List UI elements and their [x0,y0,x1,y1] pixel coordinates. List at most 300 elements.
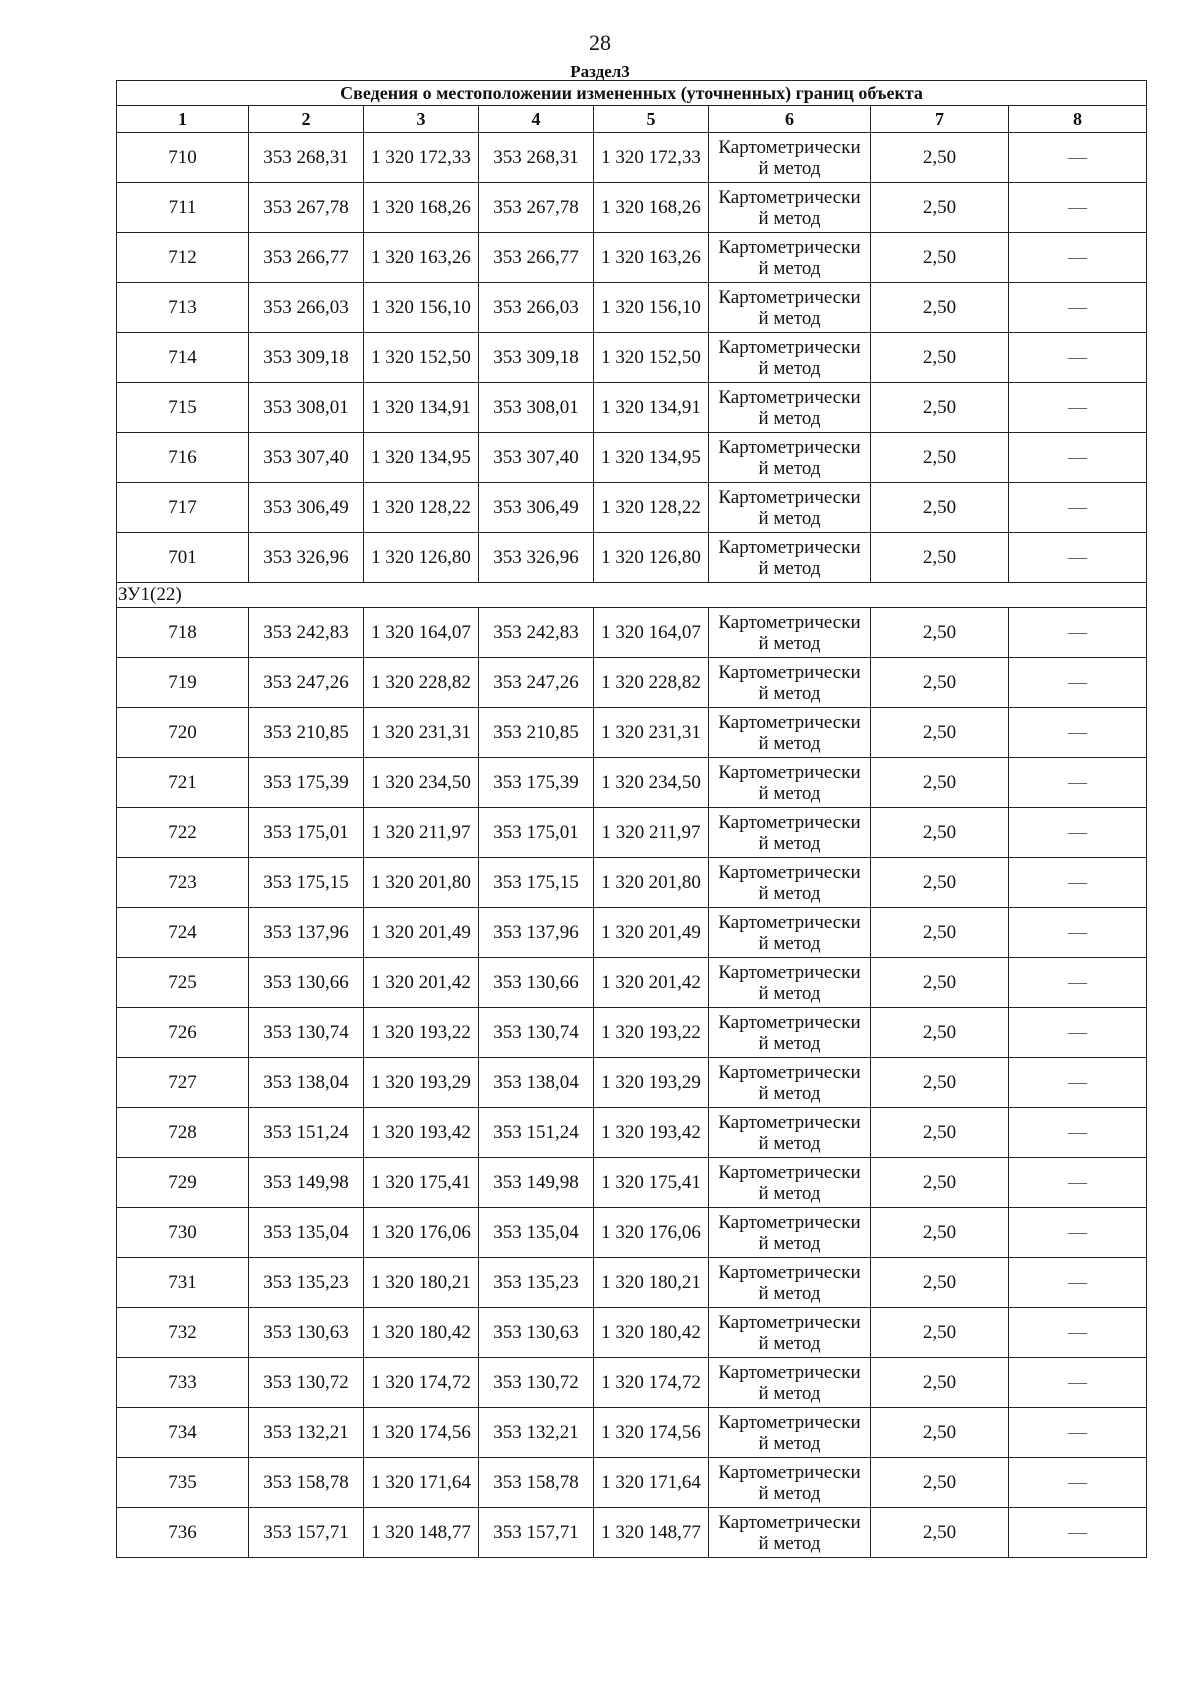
table-row [117,758,1147,808]
x-refined-cell: 353 151,24 [479,1108,594,1158]
y-existing-cell: 1 320 234,50 [364,758,479,808]
method-text-line2: й метод [758,1182,821,1204]
table-row [117,908,1147,958]
accuracy-cell: 2,50 [871,958,1009,1008]
column-number-header: 2 [249,106,364,133]
method-text-line1: Картометрически [718,236,861,258]
table-row [117,1358,1147,1408]
table-caption: Сведения о местоположении измененных (уточненных) границ объекта [117,81,1147,106]
x-existing-cell: 353 137,96 [249,908,364,958]
column-number-header: 4 [479,106,594,133]
x-refined-cell: 353 268,31 [479,133,594,183]
x-existing-cell: 353 308,01 [249,383,364,433]
accuracy-cell: 2,50 [871,608,1009,658]
point-number-cell: 732 [117,1308,249,1358]
x-existing-cell: 353 175,39 [249,758,364,808]
accuracy-cell: 2,50 [871,1258,1009,1308]
accuracy-cell: 2,50 [871,658,1009,708]
table-row [117,1108,1147,1158]
description-cell: — [1009,1308,1147,1358]
point-number-cell: 723 [117,858,249,908]
description-cell: — [1009,333,1147,383]
point-number-cell: 735 [117,1458,249,1508]
point-number-cell: 733 [117,1358,249,1408]
accuracy-cell: 2,50 [871,483,1009,533]
description-cell: — [1009,708,1147,758]
accuracy-cell: 2,50 [871,233,1009,283]
method-cell [709,133,871,183]
x-refined-cell: 353 149,98 [479,1158,594,1208]
y-refined-cell: 1 320 174,72 [594,1358,709,1408]
accuracy-cell: 2,50 [871,1308,1009,1358]
y-refined-cell: 1 320 172,33 [594,133,709,183]
x-refined-cell: 353 210,85 [479,708,594,758]
column-number-header: 3 [364,106,479,133]
point-number-cell: 716 [117,433,249,483]
x-refined-cell: 353 157,71 [479,1508,594,1558]
description-cell: — [1009,383,1147,433]
table-row [117,708,1147,758]
x-refined-cell: 353 130,66 [479,958,594,1008]
point-number-cell: 711 [117,183,249,233]
method-cell [709,1408,871,1458]
method-cell [709,1458,871,1508]
method-text-line1: Картометрически [718,1211,861,1233]
method-cell [709,1358,871,1408]
description-cell: — [1009,1208,1147,1258]
accuracy-cell: 2,50 [871,1408,1009,1458]
table-row [117,808,1147,858]
method-text-line1: Картометрически [718,1111,861,1133]
x-existing-cell: 353 326,96 [249,533,364,583]
table-row [117,1208,1147,1258]
point-number-cell: 724 [117,908,249,958]
y-refined-cell: 1 320 152,50 [594,333,709,383]
method-text-line2: й метод [758,357,821,379]
method-text-line2: й метод [758,207,821,229]
x-refined-cell: 353 247,26 [479,658,594,708]
method-text-line2: й метод [758,457,821,479]
method-text-line1: Картометрически [718,911,861,933]
y-existing-cell: 1 320 180,42 [364,1308,479,1358]
column-number-header: 5 [594,106,709,133]
method-text-line1: Картометрически [718,1411,861,1433]
method-text-line2: й метод [758,982,821,1004]
x-refined-cell: 353 175,15 [479,858,594,908]
description-cell: — [1009,908,1147,958]
x-existing-cell: 353 138,04 [249,1058,364,1108]
x-refined-cell: 353 308,01 [479,383,594,433]
method-cell [709,858,871,908]
x-existing-cell: 353 210,85 [249,708,364,758]
description-cell: — [1009,808,1147,858]
method-cell [709,1308,871,1358]
x-refined-cell: 353 306,49 [479,483,594,533]
point-number-cell: 714 [117,333,249,383]
method-cell [709,383,871,433]
method-text-line1: Картометрически [718,536,861,558]
y-refined-cell: 1 320 128,22 [594,483,709,533]
accuracy-cell: 2,50 [871,183,1009,233]
y-existing-cell: 1 320 201,80 [364,858,479,908]
x-refined-cell: 353 135,04 [479,1208,594,1258]
accuracy-cell: 2,50 [871,283,1009,333]
y-existing-cell: 1 320 175,41 [364,1158,479,1208]
method-text-line1: Картометрически [718,436,861,458]
method-text-line2: й метод [758,1382,821,1404]
accuracy-cell: 2,50 [871,383,1009,433]
y-refined-cell: 1 320 163,26 [594,233,709,283]
x-existing-cell: 353 307,40 [249,433,364,483]
point-number-cell: 713 [117,283,249,333]
method-cell [709,758,871,808]
description-cell: — [1009,433,1147,483]
y-refined-cell: 1 320 171,64 [594,1458,709,1508]
y-existing-cell: 1 320 201,42 [364,958,479,1008]
x-existing-cell: 353 130,66 [249,958,364,1008]
table-row [117,858,1147,908]
method-text-line2: й метод [758,882,821,904]
y-refined-cell: 1 320 193,42 [594,1108,709,1158]
description-cell: — [1009,1158,1147,1208]
description-cell: — [1009,1358,1147,1408]
method-text-line1: Картометрически [718,861,861,883]
accuracy-cell: 2,50 [871,1108,1009,1158]
page-number: 28 [589,30,611,55]
y-existing-cell: 1 320 211,97 [364,808,479,858]
point-number-cell: 721 [117,758,249,808]
method-cell [709,1108,871,1158]
method-text-line1: Картометрически [718,611,861,633]
method-text-line2: й метод [758,632,821,654]
description-cell: — [1009,1058,1147,1108]
point-number-cell: 728 [117,1108,249,1158]
y-refined-cell: 1 320 231,31 [594,708,709,758]
x-existing-cell: 353 175,01 [249,808,364,858]
y-existing-cell: 1 320 231,31 [364,708,479,758]
accuracy-cell: 2,50 [871,333,1009,383]
point-number-cell: 727 [117,1058,249,1108]
y-existing-cell: 1 320 128,22 [364,483,479,533]
table-row [117,1158,1147,1208]
x-existing-cell: 353 149,98 [249,1158,364,1208]
y-refined-cell: 1 320 134,95 [594,433,709,483]
method-text-line1: Картометрически [718,761,861,783]
table-row [117,608,1147,658]
y-refined-cell: 1 320 234,50 [594,758,709,808]
method-text-line1: Картометрически [718,1011,861,1033]
accuracy-cell: 2,50 [871,533,1009,583]
x-existing-cell: 353 306,49 [249,483,364,533]
y-refined-cell: 1 320 201,49 [594,908,709,958]
method-text-line2: й метод [758,832,821,854]
method-text-line2: й метод [758,782,821,804]
y-existing-cell: 1 320 163,26 [364,233,479,283]
method-text-line2: й метод [758,1282,821,1304]
y-existing-cell: 1 320 164,07 [364,608,479,658]
section-title: Раздел3 [570,62,630,81]
y-refined-cell: 1 320 180,42 [594,1308,709,1358]
accuracy-cell: 2,50 [871,433,1009,483]
method-text-line2: й метод [758,1532,821,1554]
y-existing-cell: 1 320 193,42 [364,1108,479,1158]
y-refined-cell: 1 320 180,21 [594,1258,709,1308]
table-row [117,233,1147,283]
description-cell: — [1009,1258,1147,1308]
x-existing-cell: 353 130,72 [249,1358,364,1408]
method-cell [709,283,871,333]
method-text-line2: й метод [758,157,821,179]
method-text-line1: Картометрически [718,711,861,733]
x-existing-cell: 353 130,63 [249,1308,364,1358]
y-refined-cell: 1 320 156,10 [594,283,709,333]
method-cell [709,183,871,233]
method-cell [709,1208,871,1258]
method-text-line1: Картометрически [718,286,861,308]
y-refined-cell: 1 320 211,97 [594,808,709,858]
x-refined-cell: 353 326,96 [479,533,594,583]
method-text-line1: Картометрически [718,961,861,983]
x-existing-cell: 353 158,78 [249,1458,364,1508]
x-refined-cell: 353 132,21 [479,1408,594,1458]
method-text-line1: Картометрически [718,661,861,683]
point-number-cell: 731 [117,1258,249,1308]
description-cell: — [1009,658,1147,708]
x-existing-cell: 353 135,23 [249,1258,364,1308]
x-refined-cell: 353 138,04 [479,1058,594,1108]
point-number-cell: 712 [117,233,249,283]
y-existing-cell: 1 320 193,22 [364,1008,479,1058]
accuracy-cell: 2,50 [871,1058,1009,1108]
x-refined-cell: 353 130,72 [479,1358,594,1408]
x-refined-cell: 353 137,96 [479,908,594,958]
y-existing-cell: 1 320 168,26 [364,183,479,233]
accuracy-cell: 2,50 [871,908,1009,958]
accuracy-cell: 2,50 [871,1458,1009,1508]
x-existing-cell: 353 267,78 [249,183,364,233]
method-text-line2: й метод [758,1132,821,1154]
description-cell: — [1009,858,1147,908]
method-text-line2: й метод [758,732,821,754]
y-existing-cell: 1 320 201,49 [364,908,479,958]
table-row [117,1058,1147,1108]
method-cell [709,708,871,758]
method-text-line1: Картометрически [718,336,861,358]
table-caption-row [117,81,1147,106]
table-row [117,1458,1147,1508]
table-row [117,433,1147,483]
x-refined-cell: 353 135,23 [479,1258,594,1308]
y-existing-cell: 1 320 148,77 [364,1508,479,1558]
point-number-cell: 722 [117,808,249,858]
table-row [117,383,1147,433]
x-refined-cell: 353 242,83 [479,608,594,658]
x-existing-cell: 353 175,15 [249,858,364,908]
method-text-line1: Картометрически [718,136,861,158]
point-number-cell: 736 [117,1508,249,1558]
method-text-line2: й метод [758,1082,821,1104]
x-refined-cell: 353 175,39 [479,758,594,808]
description-cell: — [1009,183,1147,233]
y-existing-cell: 1 320 134,91 [364,383,479,433]
method-text-line2: й метод [758,1232,821,1254]
y-existing-cell: 1 320 193,29 [364,1058,479,1108]
column-number-header: 8 [1009,106,1147,133]
method-cell [709,233,871,283]
group-label: ЗУ1(22) [117,583,1147,608]
accuracy-cell: 2,50 [871,1208,1009,1258]
method-cell [709,1258,871,1308]
point-number-cell: 726 [117,1008,249,1058]
point-number-cell: 734 [117,1408,249,1458]
y-existing-cell: 1 320 171,64 [364,1458,479,1508]
description-cell: — [1009,758,1147,808]
method-text-line1: Картометрически [718,1061,861,1083]
x-existing-cell: 353 135,04 [249,1208,364,1258]
accuracy-cell: 2,50 [871,1008,1009,1058]
point-number-cell: 730 [117,1208,249,1258]
method-text-line2: й метод [758,682,821,704]
y-refined-cell: 1 320 201,80 [594,858,709,908]
method-cell [709,1058,871,1108]
x-refined-cell: 353 158,78 [479,1458,594,1508]
table-row [117,1258,1147,1308]
y-existing-cell: 1 320 176,06 [364,1208,479,1258]
accuracy-cell: 2,50 [871,758,1009,808]
description-cell: — [1009,608,1147,658]
table-row [117,183,1147,233]
y-existing-cell: 1 320 172,33 [364,133,479,183]
y-refined-cell: 1 320 193,29 [594,1058,709,1108]
x-existing-cell: 353 132,21 [249,1408,364,1458]
x-existing-cell: 353 130,74 [249,1008,364,1058]
method-text-line1: Картометрически [718,186,861,208]
accuracy-cell: 2,50 [871,133,1009,183]
table-body [117,133,1147,1558]
y-refined-cell: 1 320 193,22 [594,1008,709,1058]
method-cell [709,1508,871,1558]
y-refined-cell: 1 320 148,77 [594,1508,709,1558]
method-text-line1: Картометрически [718,1361,861,1383]
column-number-header: 7 [871,106,1009,133]
y-existing-cell: 1 320 156,10 [364,283,479,333]
method-text-line2: й метод [758,932,821,954]
y-existing-cell: 1 320 152,50 [364,333,479,383]
point-number-cell: 710 [117,133,249,183]
method-text-line2: й метод [758,1432,821,1454]
y-existing-cell: 1 320 126,80 [364,533,479,583]
x-existing-cell: 353 266,77 [249,233,364,283]
method-text-line2: й метод [758,257,821,279]
group-row [117,583,1147,608]
table-row [117,1008,1147,1058]
y-existing-cell: 1 320 174,72 [364,1358,479,1408]
column-number-header: 1 [117,106,249,133]
method-text-line1: Картометрически [718,1461,861,1483]
accuracy-cell: 2,50 [871,708,1009,758]
y-refined-cell: 1 320 134,91 [594,383,709,433]
description-cell: — [1009,1508,1147,1558]
table-row [117,1408,1147,1458]
method-text-line2: й метод [758,1332,821,1354]
table-row [117,533,1147,583]
method-cell [709,483,871,533]
table-row [117,483,1147,533]
y-refined-cell: 1 320 126,80 [594,533,709,583]
x-refined-cell: 353 309,18 [479,333,594,383]
description-cell: — [1009,1458,1147,1508]
x-existing-cell: 353 151,24 [249,1108,364,1158]
method-text-line1: Картометрически [718,1511,861,1533]
point-number-cell: 715 [117,383,249,433]
method-cell [709,433,871,483]
x-existing-cell: 353 247,26 [249,658,364,708]
method-cell [709,533,871,583]
point-number-cell: 720 [117,708,249,758]
method-text-line1: Картометрически [718,811,861,833]
x-existing-cell: 353 268,31 [249,133,364,183]
method-cell [709,808,871,858]
method-text-line2: й метод [758,1482,821,1504]
column-numbers-row [117,106,1147,133]
method-text-line1: Картометрически [718,386,861,408]
x-existing-cell: 353 242,83 [249,608,364,658]
method-text-line1: Картометрически [718,486,861,508]
table-row [117,958,1147,1008]
description-cell: — [1009,958,1147,1008]
y-refined-cell: 1 320 201,42 [594,958,709,1008]
x-refined-cell: 353 267,78 [479,183,594,233]
method-cell [709,958,871,1008]
point-number-cell: 719 [117,658,249,708]
x-refined-cell: 353 130,63 [479,1308,594,1358]
point-number-cell: 718 [117,608,249,658]
method-text-line2: й метод [758,307,821,329]
accuracy-cell: 2,50 [871,1508,1009,1558]
point-number-cell: 701 [117,533,249,583]
method-cell [709,608,871,658]
x-refined-cell: 353 307,40 [479,433,594,483]
y-refined-cell: 1 320 176,06 [594,1208,709,1258]
accuracy-cell: 2,50 [871,808,1009,858]
x-existing-cell: 353 157,71 [249,1508,364,1558]
method-cell [709,658,871,708]
y-refined-cell: 1 320 228,82 [594,658,709,708]
description-cell: — [1009,283,1147,333]
accuracy-cell: 2,50 [871,1158,1009,1208]
y-refined-cell: 1 320 174,56 [594,1408,709,1458]
table-row [117,658,1147,708]
y-refined-cell: 1 320 168,26 [594,183,709,233]
method-cell [709,333,871,383]
y-existing-cell: 1 320 228,82 [364,658,479,708]
method-cell [709,1008,871,1058]
method-text-line2: й метод [758,1032,821,1054]
boundary-coordinates-table [116,80,1147,1558]
description-cell: — [1009,133,1147,183]
method-text-line2: й метод [758,407,821,429]
x-refined-cell: 353 266,77 [479,233,594,283]
y-existing-cell: 1 320 174,56 [364,1408,479,1458]
point-number-cell: 729 [117,1158,249,1208]
method-text-line1: Картометрически [718,1161,861,1183]
y-refined-cell: 1 320 164,07 [594,608,709,658]
description-cell: — [1009,483,1147,533]
x-existing-cell: 353 309,18 [249,333,364,383]
table-row [117,133,1147,183]
table-row [117,1308,1147,1358]
description-cell: — [1009,233,1147,283]
